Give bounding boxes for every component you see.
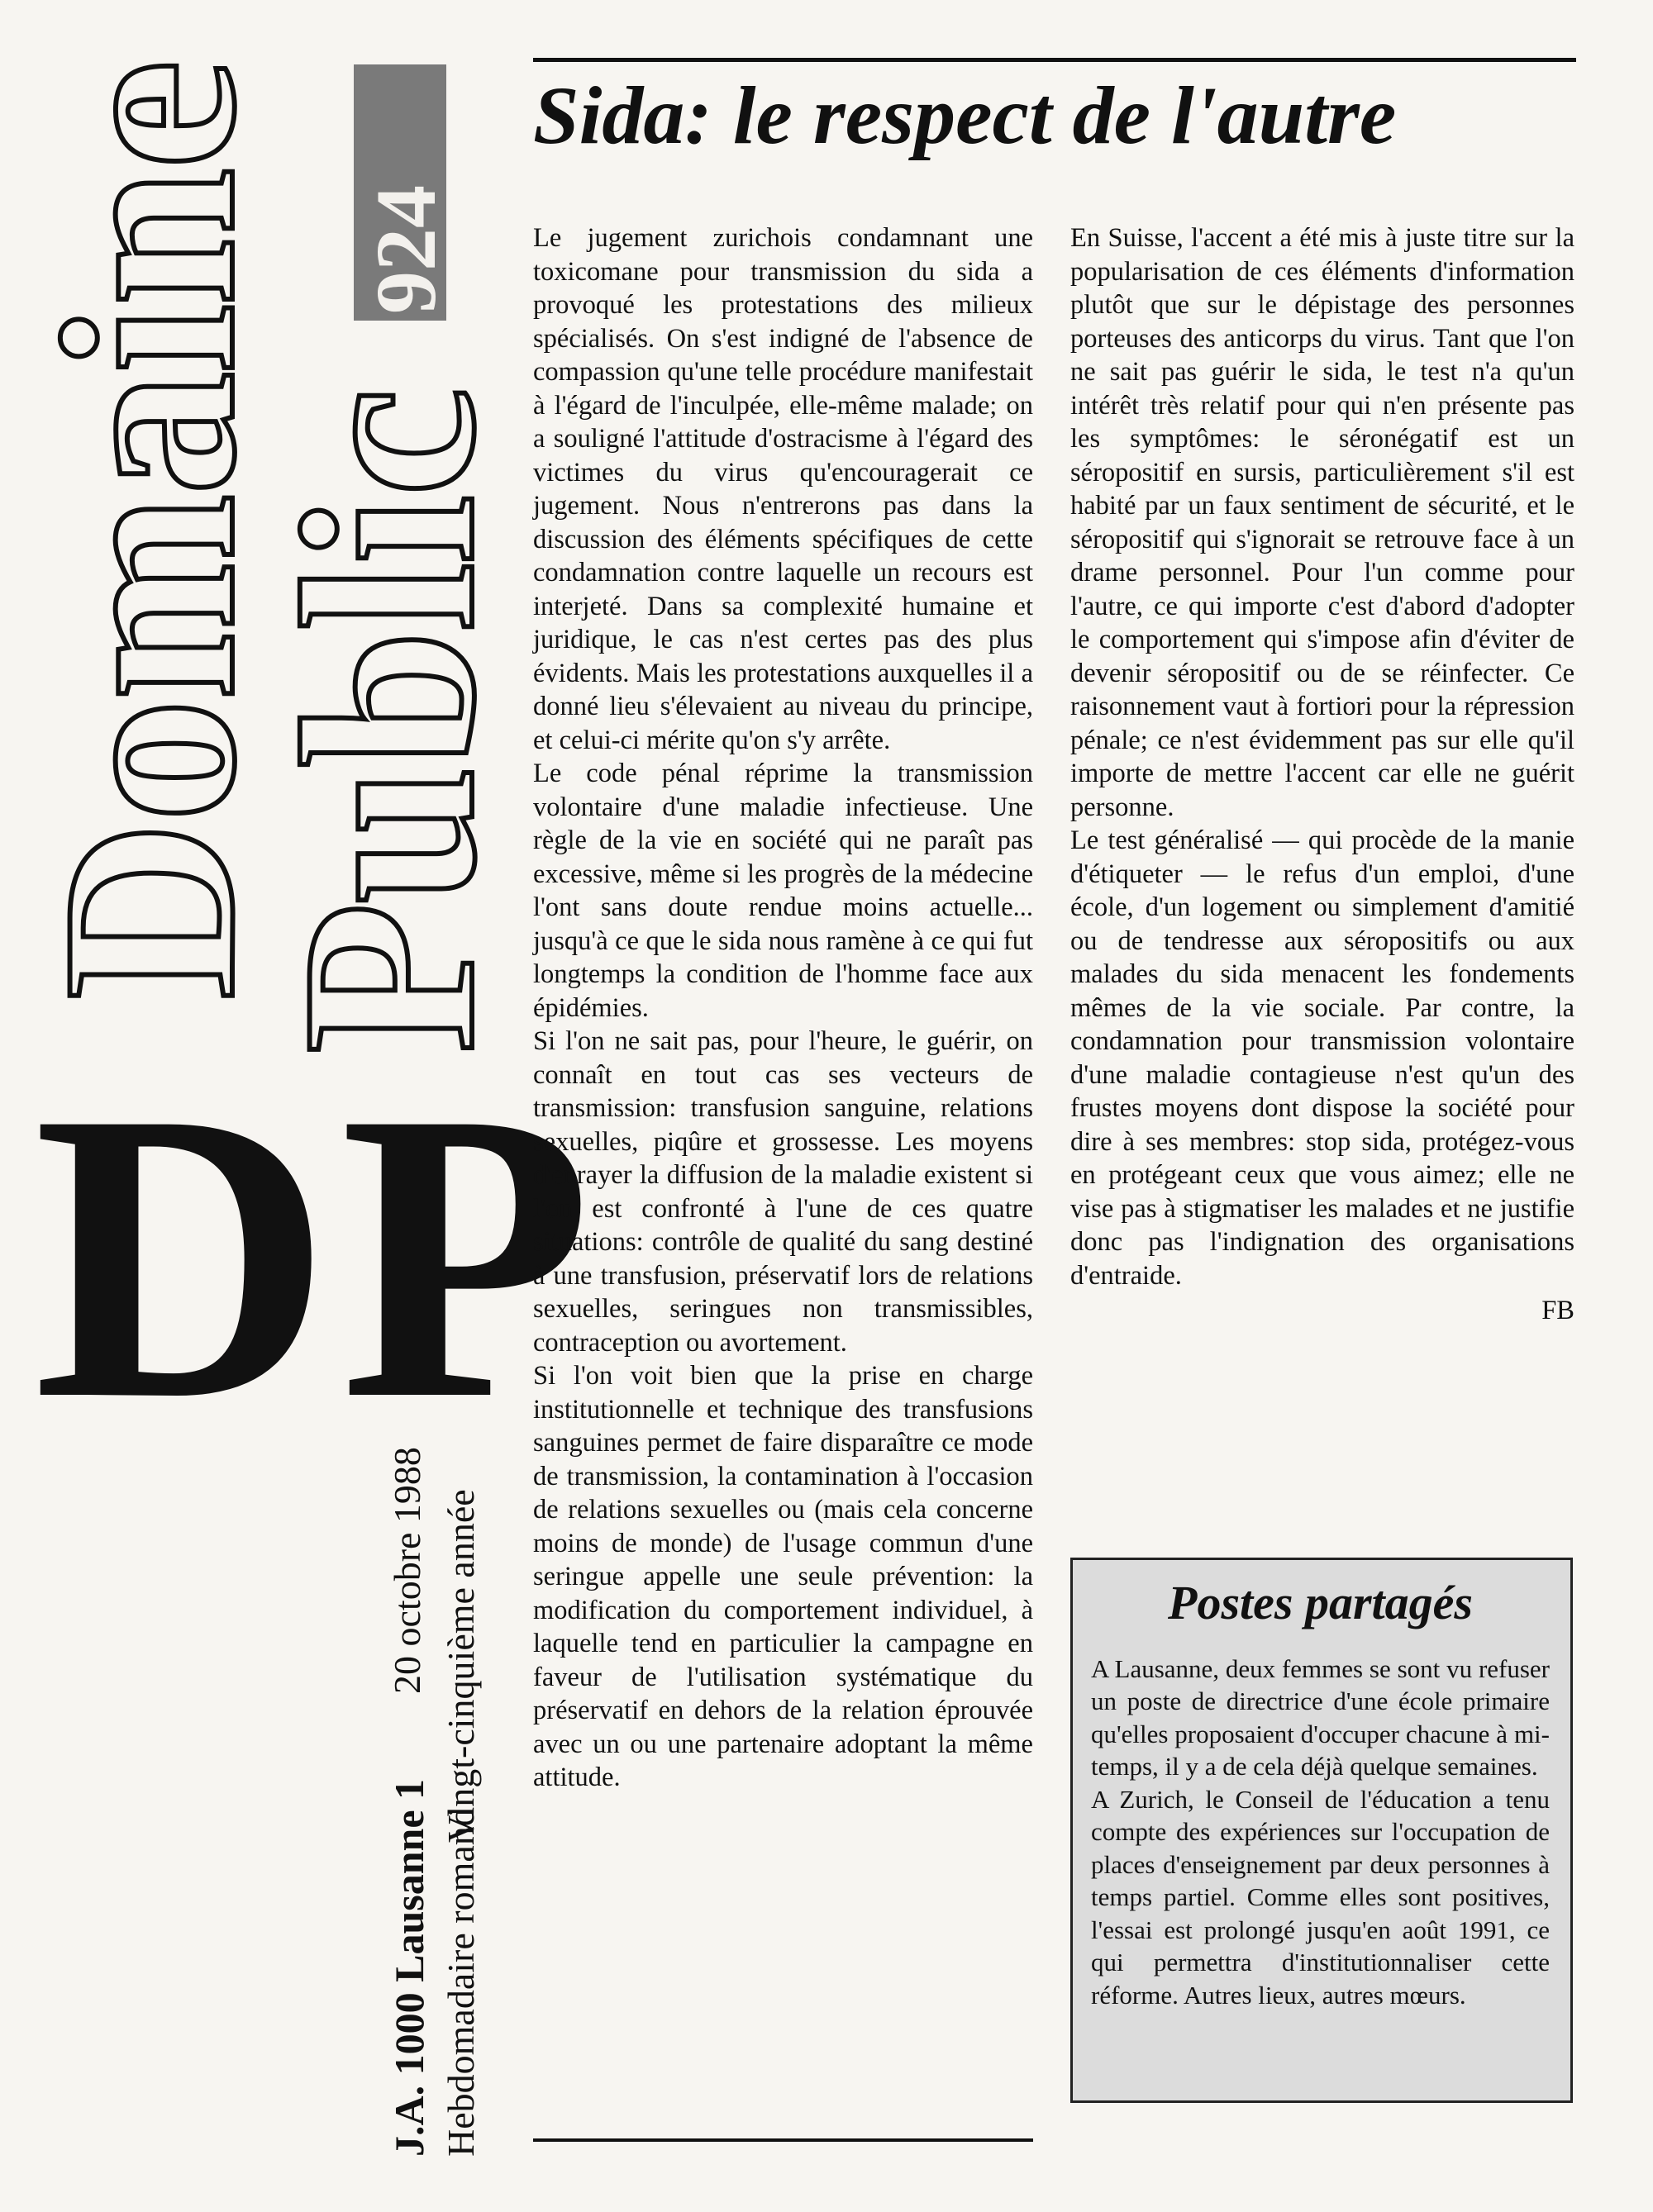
article-column-2 (1070, 221, 1574, 1328)
issue-number: 924 (359, 185, 454, 314)
postal-code-line: J.A. 1000 Lausanne 1 (386, 1778, 432, 2157)
sidebar-box-paragraph: A Lausanne, deux femmes se sont vu refuser un poste de directrice d'une école primaire qu'elles proposaient d'occuper chacune à mi-temps, il y a de cela déjà quelque semaines. (1091, 1653, 1550, 1781)
article-paragraph: Le code pénal réprime la transmission volontaire d'une maladie infectieuse. Une règle de la vie en société qui ne paraît pas excessive, même si les progrès de la médecine l'ont sans doute rendue moins actuelle... jusqu'à ce que le sida nous ramène à ce qui fut longtemps la condition de l'homme face aux épidémies. (533, 759, 1033, 1023)
masthead-title-public: Public (251, 388, 526, 1054)
article-paragraph: Si l'on voit bien que la prise en charge institutionnelle et technique des transfusions sanguines permet de faire disparaître ce mode de transmission, la contamination à l'occasion de relations sexuelles ou (mais cela concerne moins de monde) de l'usage commun d'une seringue appelle une seule prévention: la modification du comportement individuel, à laquelle tend en particulier la campagne en faveur de l'utilisation systématique du préservatif en dehors de la relation éprouvée avec un ou une partenaire adoptant la même attitude. (533, 1361, 1033, 1792)
publication-type: Hebdomadaire romand (440, 1807, 482, 2157)
issue-date: 20 octobre 1988 (386, 1447, 428, 1694)
article-paragraph: Le jugement zurichois condamnant une toxicomane pour transmission du sida a provoqué les protestations des milieux spécialisés. On s'est indigné de l'absence de compassion qu'une telle procédure manifestait à l'égard de l'inculpée, elle-même malade; on a souligné l'attitude d'ostracisme à l'égard des victimes du virus qu'encouragerait ce jugement. Nous n'entrerons pas dans la discussion des éléments spécifiques de cette condamnation contre laquelle un recours est interjeté. Dans sa complexité humaine et juridique, le cas n'est certes pas des plus évidents. Mais les protestations auxquelles il a donné lieu s'élevaient au niveau du principe, et celui-ci mérite qu'on s'y arrête. (533, 223, 1033, 755)
column-bottom-rule (533, 2138, 1033, 2142)
article-column-1 (533, 221, 1033, 1795)
masthead-title-domaine: Domaine (12, 61, 286, 1000)
article-paragraph: Le test généralisé — qui procède de la manie d'étiqueter — le refus d'un emploi, d'une école, d'un logement ou simplement d'amitié ou de tendresse aux séropositifs ou aux malades du sida menacent les fondements mêmes de la vie sociale. Par contre, la condamnation pour transmission volontaire d'une maladie contagieuse n'est qu'un des frustes moyens dont dispose la société pour dire à ses membres: stop sida, protégez-vous en protégeant ceux que vous aimez; elle ne vise pas à stigmatiser les malades et ne justifie donc pas l'indignation des organisations d'entraide. (1070, 825, 1574, 1291)
sidebar-box-paragraph: A Zurich, le Conseil de l'éducation a tenu compte des expériences sur l'occupation de places d'enseignement par deux personnes à temps partiel. Comme elles sont positives, l'essai est prolongé jusqu'en août 1991, ce qui permettra d'institutionnaliser cette réforme. Autres lieux, autres mœurs. (1091, 1784, 1550, 2010)
article-paragraph: Si l'on ne sait pas, pour l'heure, le guérir, on connaît en tout cas ses vecteurs de transmission: transfusion sanguine, relations sexuelles, piqûre et grossesse. Les moyens d'enrayer la diffusion de la maladie existent si l'on est confronté à l'une de ces quatre situations: contrôle de qualité du sang destiné à une transfusion, préservatif lors de relations sexuelles, seringues non transmissibles, contraception ou avortement. (533, 1026, 1033, 1358)
publication-year: Vingt-cinquième année (440, 1489, 482, 1843)
headline-top-rule (533, 58, 1576, 62)
article-headline: Sida: le respect de l'autre (533, 69, 1397, 161)
masthead (0, 0, 601, 2212)
article-paragraph: En Suisse, l'accent a été mis à juste titre sur la popularisation de ces éléments d'information plutôt que sur le dépistage des personnes porteuses des anticorps du virus. Tant que l'on ne sait pas guérir le sida, le test n'a qu'un intérêt très relatif pour qui n'en présente pas les symptômes: le séronégatif est un séropositif en sursis, particulièrement s'il est habité par un faux sentiment de sécurité, et le séropositif qui s'ignorait se retrouve face à un drame personnel. Pour l'un comme pour l'autre, ce qui importe c'est d'abord d'adopter le comportement qui s'impose afin d'éviter de devenir séropositif ou de se réinfecter. Ce raisonnement vaut à fortiori pour la répression pénale; ce n'est évidemment pas sur elle qu'il importe de mettre l'accent car elle ne guérit personne. (1070, 223, 1574, 822)
dp-logo: DP (33, 1027, 601, 1485)
sidebar-box-title: Postes partagés (1168, 1576, 1473, 1629)
sidebar-box-postes-partages (1070, 1558, 1573, 2103)
article-signature: FB (1541, 1296, 1574, 1325)
